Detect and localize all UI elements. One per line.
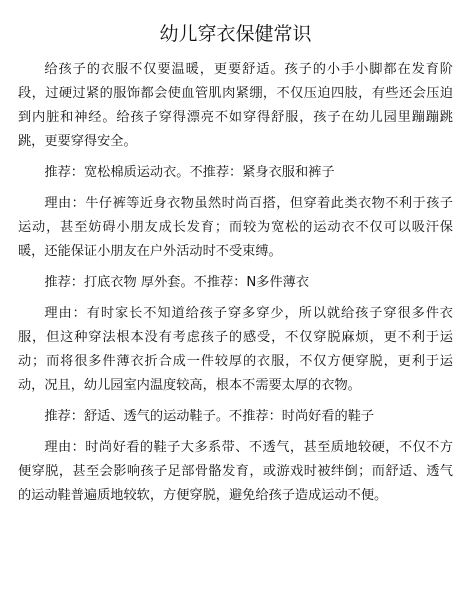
document-title: 幼儿穿衣保健常识 [159,23,312,45]
reason-1: 理由：牛仔裤等近身衣物虽然时尚百搭，但穿着此类衣物不利于孩子运动，甚至妨碍小朋友成长发育；而较为宽松的运动衣不仅可以吸汗保暖，还能保证小朋友在户外活动时不受束缚。 [18,196,453,259]
intro-paragraph: 给孩子的衣服不仅要温暖，更要舒适。孩子的小手小脚都在发育阶段，过硬过紧的服饰都会使血管肌肉紧绷，不仅压迫四肢，有些还会压迫到内脏和神经。给孩子穿得漂亮不如穿得舒服，孩子在幼儿园里蹦蹦跳跳，更要穿得安全。 [18,62,453,149]
recommendation-3: 推荐：舒适、透气的运动鞋子。不推荐：时尚好看的鞋子 [44,409,375,424]
reason-2: 理由：有时家长不知道给孩子穿多穿少，所以就给孩子穿很多件衣服，但这种穿法根本没有考虑孩子的感受，不仅穿脱麻烦，更不利于运动；而将很多件薄衣折合成一件较厚的衣服，不仅方便穿脱，更利于运动，况且，幼儿园室内温度较高，根本不需要太厚的衣物。 [18,306,453,393]
reason-3: 理由：时尚好看的鞋子大多系带、不透气，甚至质地较硬，不仅不方便穿脱，甚至会影响孩子足部骨骼发育，或游戏时被绊倒；而舒适、透气的运动鞋普遍质地较软，方便穿脱，避免给孩子造成运动不便。 [18,440,453,503]
recommendation-2: 推荐：打底衣物 厚外套。不推荐：N多件薄衣 [44,275,310,290]
recommendation-1: 推荐：宽松棉质运动衣。不推荐：紧身衣服和裤子 [44,165,335,180]
